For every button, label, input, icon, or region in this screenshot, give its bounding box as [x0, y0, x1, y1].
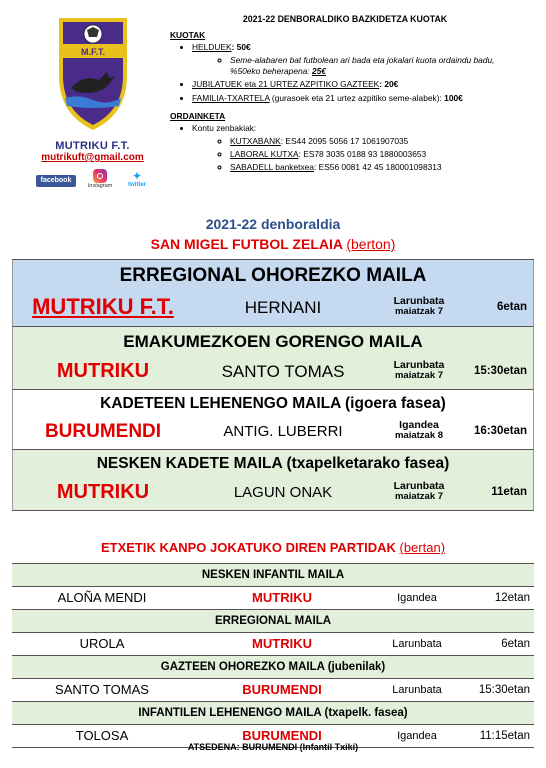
match-time: 12etan — [494, 592, 530, 604]
fees-title: 2021-22 DENBORALDIKO BAZKIDETZA KUOTAK — [242, 14, 448, 24]
away-matches-heading: ETXETIK KANPO JOKATUKO DIREN PARTIDAK (bertan) — [100, 540, 446, 555]
away-team: BURUMENDI — [242, 682, 322, 697]
twitter-icon: ✦ — [131, 169, 143, 183]
match-time: 11etan — [491, 486, 527, 498]
match-time: 15:30etan — [478, 684, 530, 696]
instagram-icon — [93, 169, 107, 183]
twitter-label: twitter — [128, 182, 146, 188]
header — [0, 0, 546, 205]
membership-fees-info — [170, 14, 520, 176]
home-team: MUTRIKU F.T. — [32, 294, 174, 319]
away-team: MUTRIKU — [252, 590, 312, 605]
away-team: BURUMENDI — [242, 728, 322, 743]
home-team: SANTO TOMAS — [55, 682, 149, 697]
match-day: Igandea — [397, 592, 437, 604]
match-time: 15:30etan — [473, 365, 527, 377]
match-row — [12, 450, 534, 511]
division-title: KADETEEN LEHENENGO MAILA (igoera fasea) — [100, 395, 446, 412]
division-title: ERREGIONAL OHOREZKO MAILA — [119, 265, 427, 286]
away-match-line — [12, 679, 534, 702]
accounts-list — [230, 136, 520, 174]
account-item: ◦ SABADELL banketxea: ES56 0081 42 45 180001098313 — [230, 162, 520, 173]
match-day: Igandea maiatzak 8 — [394, 419, 444, 442]
social-links — [30, 169, 155, 193]
fee-item: • HELDUEK: 50€ ◦ Seme-alabaren bat futbolean ari bada eta jokalari kuota ordaindu badu, %50eko beherapena: 25€ — [192, 42, 520, 77]
home-venue: SAN MIGEL FUTBOL ZELAIA (berton) — [150, 236, 396, 252]
club-name: MUTRIKU F.T. — [55, 140, 130, 152]
away-team: SANTO TOMAS — [221, 362, 345, 381]
away-team: ANTIG. LUBERRI — [223, 423, 343, 440]
match-row — [12, 327, 534, 390]
away-team: MUTRIKU — [252, 636, 312, 651]
away-match-line — [12, 587, 534, 610]
division-title: EMAKUMEZKOEN GORENGO MAILA — [123, 332, 423, 351]
away-team: HERNANI — [244, 298, 322, 317]
twitter-link[interactable] — [122, 170, 152, 188]
away-match-row — [12, 564, 534, 587]
away-match-line — [12, 633, 534, 656]
club-crest-icon — [53, 14, 133, 132]
payment-list — [192, 123, 520, 173]
account-item: ◦ KUTXABANK: ES44 2095 5056 17 1061907035 — [230, 136, 520, 147]
fee-note-list — [230, 55, 520, 78]
home-matches-table — [12, 259, 534, 511]
facebook-icon[interactable]: facebook — [36, 175, 76, 187]
svg-text:M.F.T.: M.F.T. — [80, 47, 105, 57]
division-title: INFANTILEN LEHENENGO MAILA (txapelk. fasea) — [138, 707, 408, 719]
accounts-label: • Kontu zenbakiak: ◦ KUTXABANK: ES44 2095 5056 17 1061907035 ◦ LABORAL KUTXA: ES78 3035 0188 93 1880003653 ◦ SABADELL banketxea: ES56 0081 42 45 180001098313 — [192, 123, 520, 173]
account-item: ◦ LABORAL KUTXA: ES78 3035 0188 93 1880003653 — [230, 149, 520, 160]
match-time: 6etan — [501, 638, 530, 650]
club-logo-column — [30, 14, 155, 193]
away-matches-table — [12, 563, 534, 748]
payment-heading: ORDAINKETA — [170, 110, 226, 121]
division-title: GAZTEEN OHOREZKO MAILA (jubenilak) — [160, 661, 386, 673]
club-email-link[interactable]: mutrikuft@gmail.com — [41, 152, 144, 163]
division-title: ERREGIONAL MAILA — [214, 615, 332, 627]
away-match-row — [12, 702, 534, 725]
rest-note: ATSEDENA: BURUMENDI (Infantil Txiki) — [187, 742, 359, 752]
fee-item: • FAMILIA-TXARTELA (gurasoek eta 21 urtez azpitiko seme-alabek): 100€ — [192, 93, 520, 104]
season-title: 2021-22 denboraldia — [205, 216, 341, 232]
match-day: Larunbata maiatzak 7 — [393, 295, 445, 318]
match-day: Larunbata maiatzak 7 — [393, 359, 445, 382]
match-time: 6etan — [496, 301, 527, 313]
match-day: Larunbata — [392, 638, 442, 650]
away-match-row — [12, 610, 534, 633]
match-row — [12, 260, 534, 327]
away-team: LAGUN ONAK — [233, 484, 333, 501]
home-team: MUTRIKU — [56, 481, 150, 503]
home-team: UROLA — [79, 636, 125, 651]
home-team: MUTRIKU — [56, 360, 150, 382]
home-team: BURUMENDI — [44, 421, 162, 442]
division-title: NESKEN INFANTIL MAILA — [201, 569, 345, 581]
match-day: Igandea — [397, 730, 437, 742]
home-team: ALOÑA MENDI — [57, 590, 147, 605]
match-time: 16:30etan — [473, 425, 527, 437]
match-row — [12, 390, 534, 450]
division-title: NESKEN KADETE MAILA (txapelketarako fasea) — [96, 455, 450, 472]
match-time: 11:15etan — [479, 730, 530, 742]
fee-item: • JUBILATUEK eta 21 URTEZ AZPITIKO GAZTEEK: 20€ — [192, 79, 520, 90]
fees-list — [192, 42, 520, 104]
match-day: Larunbata maiatzak 7 — [393, 480, 445, 503]
instagram-link[interactable] — [85, 169, 115, 189]
fees-heading: KUOTAK — [170, 29, 206, 40]
fee-note: ◦ Seme-alabaren bat futbolean ari bada eta jokalari kuota ordaindu badu, %50eko beherapena: 25€ — [230, 55, 520, 78]
away-match-row — [12, 656, 534, 679]
match-day: Larunbata — [392, 684, 442, 696]
home-team: TOLOSA — [75, 728, 129, 743]
instagram-label: Instagram — [87, 183, 113, 189]
